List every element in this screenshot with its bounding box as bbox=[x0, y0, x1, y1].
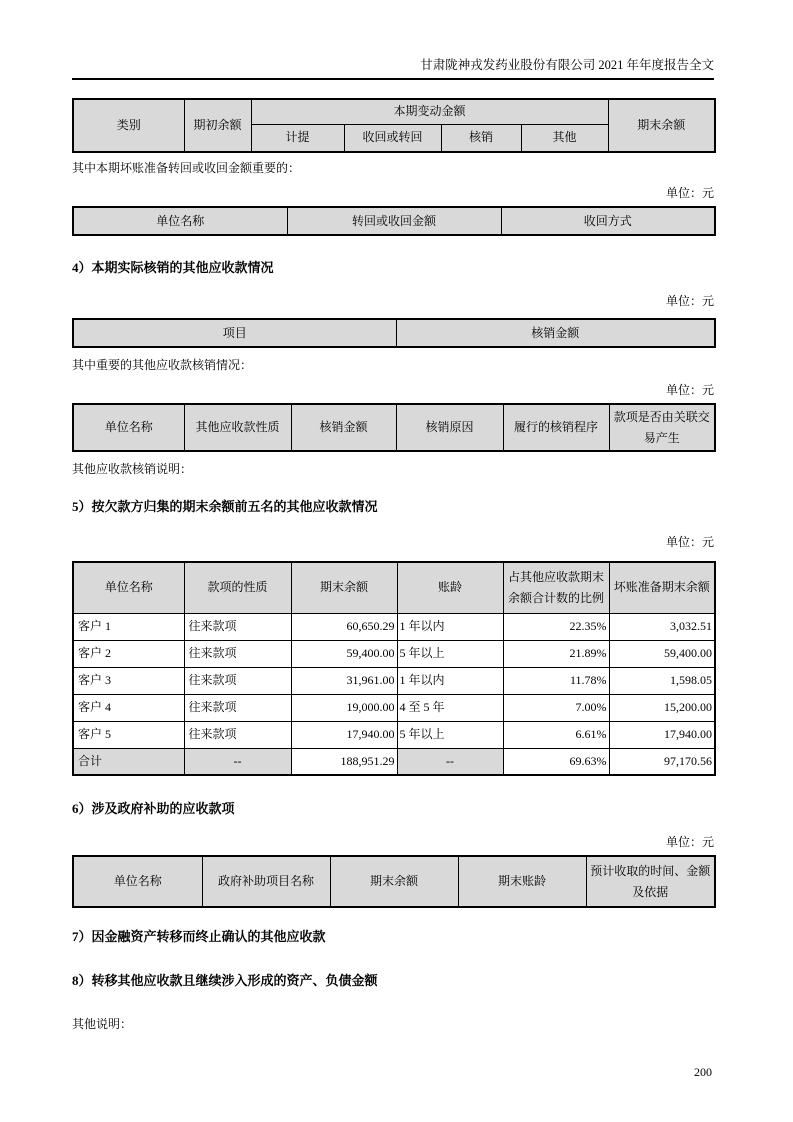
section-heading-4: 4）本期实际核销的其他应收款情况 bbox=[72, 260, 274, 275]
table-row bbox=[73, 99, 715, 124]
cell-total-label: 合计 bbox=[73, 748, 184, 775]
col-subsidy-project-header: 政府补助项目名称 bbox=[202, 856, 330, 907]
cell-provision: 3,032.51 bbox=[609, 613, 715, 640]
col-writeoff-procedure-header: 履行的核销程序 bbox=[503, 404, 609, 451]
cell-nature: -- bbox=[184, 748, 291, 775]
cell-provision: 17,940.00 bbox=[609, 721, 715, 748]
cell-nature: 往来款项 bbox=[184, 721, 291, 748]
cell-unit-name: 客户 1 bbox=[73, 613, 184, 640]
unit-label: 单位：元 bbox=[665, 535, 714, 549]
provision-change-table bbox=[72, 98, 716, 153]
col-closing-balance-header: 期末余额 bbox=[330, 856, 458, 907]
table-row bbox=[73, 667, 715, 694]
col-nature-header: 款项的性质 bbox=[184, 562, 291, 613]
cell-ratio: 22.35% bbox=[503, 613, 609, 640]
col-writeoff-header: 核销 bbox=[441, 124, 521, 152]
cell-ratio: 6.61% bbox=[503, 721, 609, 748]
col-unit-name-header: 单位名称 bbox=[73, 856, 202, 907]
col-writeoff-amount-header: 核销金额 bbox=[396, 319, 715, 347]
col-closing-balance-header: 期末余额 bbox=[608, 99, 715, 152]
cell-aging: 5 年以上 bbox=[397, 721, 503, 748]
section-heading-8: 8）转移其他应收款且继续涉入形成的资产、负债金额 bbox=[72, 973, 378, 988]
table-row bbox=[73, 404, 715, 451]
col-unit-name-header: 单位名称 bbox=[73, 404, 184, 451]
cell-unit-name: 客户 2 bbox=[73, 640, 184, 667]
cell-aging: 4 至 5 年 bbox=[397, 694, 503, 721]
table-row bbox=[73, 613, 715, 640]
table-row bbox=[73, 694, 715, 721]
report-header-title: 甘肃陇神戎发药业股份有限公司 2021 年年度报告全文 bbox=[72, 0, 714, 80]
cell-nature: 往来款项 bbox=[184, 613, 291, 640]
cell-unit-name: 客户 5 bbox=[73, 721, 184, 748]
top5-receivables-table bbox=[72, 561, 716, 776]
table-total-row bbox=[73, 748, 715, 775]
unit-label: 单位：元 bbox=[665, 835, 714, 849]
cell-aging: -- bbox=[397, 748, 503, 775]
table-row bbox=[73, 640, 715, 667]
unit-label: 单位：元 bbox=[665, 186, 714, 200]
col-opening-balance-header: 期初余额 bbox=[184, 99, 251, 152]
col-provision-header: 坏账准备期末余额 bbox=[609, 562, 715, 613]
col-recover-amount-header: 转回或收回金额 bbox=[287, 207, 501, 235]
writeoff-summary-table bbox=[72, 318, 716, 348]
cell-balance: 19,000.00 bbox=[291, 694, 397, 721]
table-row bbox=[73, 721, 715, 748]
table-header-row bbox=[73, 562, 715, 613]
section-heading-6: 6）涉及政府补助的应收款项 bbox=[72, 801, 235, 816]
cell-nature: 往来款项 bbox=[184, 667, 291, 694]
cell-unit-name: 客户 3 bbox=[73, 667, 184, 694]
col-receivable-nature-header: 其他应收款性质 bbox=[184, 404, 291, 451]
section-heading-5: 5）按欠款方归集的期末余额前五名的其他应收款情况 bbox=[72, 499, 378, 514]
cell-balance: 31,961.00 bbox=[291, 667, 397, 694]
col-closing-aging-header: 期末账龄 bbox=[458, 856, 586, 907]
col-closing-balance-header: 期末余额 bbox=[291, 562, 397, 613]
col-related-party-header: 款项是否由关联交易产生 bbox=[609, 404, 715, 451]
cell-ratio: 7.00% bbox=[503, 694, 609, 721]
cell-provision: 1,598.05 bbox=[609, 667, 715, 694]
cell-ratio: 11.78% bbox=[503, 667, 609, 694]
cell-provision: 15,200.00 bbox=[609, 694, 715, 721]
cell-balance: 59,400.00 bbox=[291, 640, 397, 667]
page-number: 200 bbox=[694, 1065, 712, 1079]
table-row bbox=[73, 319, 715, 347]
cell-ratio: 69.63% bbox=[503, 748, 609, 775]
cell-balance: 17,940.00 bbox=[291, 721, 397, 748]
page-content bbox=[72, 0, 714, 1080]
cell-nature: 往来款项 bbox=[184, 694, 291, 721]
col-expected-collection-header: 预计收取的时间、金额及依据 bbox=[586, 856, 715, 907]
cell-aging: 5 年以上 bbox=[397, 640, 503, 667]
col-recover-header: 收回或转回 bbox=[344, 124, 441, 152]
unit-label: 单位：元 bbox=[665, 383, 714, 397]
col-category-header: 类别 bbox=[73, 99, 184, 152]
unit-label: 单位：元 bbox=[665, 294, 714, 308]
col-writeoff-reason-header: 核销原因 bbox=[396, 404, 503, 451]
bad-debt-note: 其中本期坏账准备转回或收回金额重要的： bbox=[72, 161, 301, 175]
col-aging-header: 账龄 bbox=[397, 562, 503, 613]
col-item-header: 项目 bbox=[73, 319, 396, 347]
section-heading-7: 7）因金融资产转移而终止确认的其他应收款 bbox=[72, 929, 326, 944]
cell-nature: 往来款项 bbox=[184, 640, 291, 667]
col-other-header: 其他 bbox=[521, 124, 608, 152]
table-row bbox=[73, 856, 715, 907]
cell-balance: 188,951.29 bbox=[291, 748, 397, 775]
writeoff-note: 其中重要的其他应收款核销情况： bbox=[72, 358, 253, 372]
cell-balance: 60,650.29 bbox=[291, 613, 397, 640]
recover-detail-table bbox=[72, 206, 716, 236]
cell-aging: 1 年以内 bbox=[397, 613, 503, 640]
col-unit-name-header: 单位名称 bbox=[73, 562, 184, 613]
table-row bbox=[73, 207, 715, 235]
cell-ratio: 21.89% bbox=[503, 640, 609, 667]
cell-provision: 97,170.56 bbox=[609, 748, 715, 775]
writeoff-desc-note: 其他应收款核销说明： bbox=[72, 462, 193, 476]
other-note: 其他说明： bbox=[72, 1017, 133, 1031]
col-writeoff-amount-header: 核销金额 bbox=[291, 404, 396, 451]
writeoff-detail-table bbox=[72, 403, 716, 452]
col-ratio-header: 占其他应收款期末余额合计数的比例 bbox=[503, 562, 609, 613]
col-accrual-header: 计提 bbox=[251, 124, 344, 152]
cell-aging: 1 年以内 bbox=[397, 667, 503, 694]
cell-unit-name: 客户 4 bbox=[73, 694, 184, 721]
gov-subsidy-table bbox=[72, 855, 716, 908]
cell-provision: 59,400.00 bbox=[609, 640, 715, 667]
col-change-group-header: 本期变动金额 bbox=[251, 99, 608, 124]
col-recover-method-header: 收回方式 bbox=[501, 207, 715, 235]
col-unit-name-header: 单位名称 bbox=[73, 207, 287, 235]
